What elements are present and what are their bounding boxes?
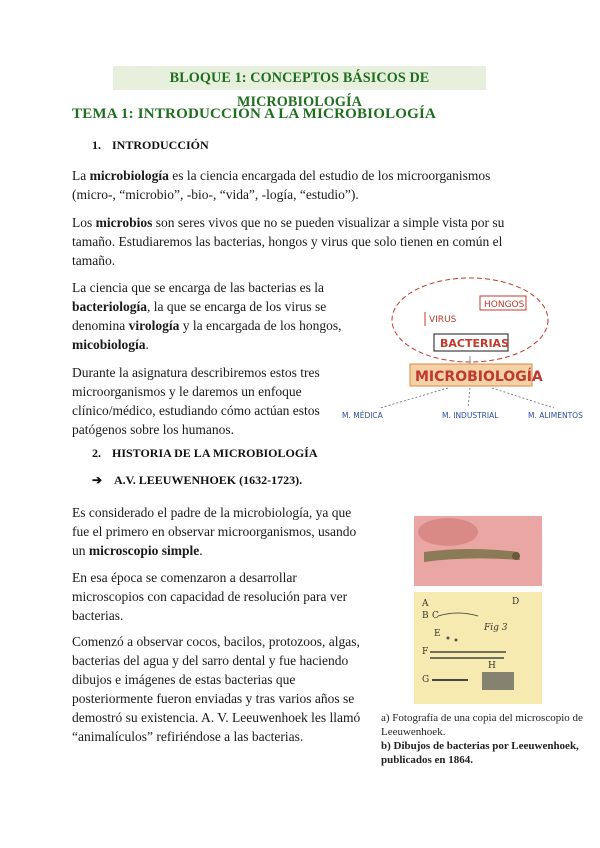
diagram-branch-medica: M. MÉDICA (342, 411, 383, 420)
section-heading-introduccion (92, 138, 209, 153)
label-d: D (512, 597, 520, 607)
figure-caption (381, 711, 591, 767)
text-run: y la encargada de los hongos, (179, 318, 342, 333)
subsection-title: A.V. LEEUWENHOEK (1632-1723). (114, 473, 303, 487)
paragraph-asignatura: Durante la asignatura describiremos estos tres microorganismos y le daremos un enfoque clínico/médico, estudiando cómo actúan estos patógenos sobre los humanos. (72, 365, 320, 437)
topic-title: TEMA 1: INTRODUCCIÓN A LA MICROBIOLOGÍA (72, 106, 437, 122)
bold-term: bacteriología (72, 299, 147, 314)
label-g: G (422, 675, 430, 685)
bold-term: microbios (95, 215, 153, 230)
hand-shape (418, 518, 478, 546)
paragraph-microbiologia (72, 166, 532, 204)
paragraph-ciencias (72, 278, 347, 354)
microscope-lens (512, 552, 520, 560)
label-h: H (488, 661, 496, 671)
text-run: son seres vivos que no se pueden visualizar a simple vista por su tamaño. Estudiaremos las bacterias, hongos y virus que solo tienen en común el tamaño. (72, 215, 505, 268)
label-c: C (432, 611, 439, 621)
label-e: E (434, 629, 441, 639)
drawings-panel (414, 592, 542, 704)
text-run: es la ciencia encargada del estudio de los microorganismos (micro-, “microbio”, -bio-, “vida”, -logía, “estudio”). (72, 168, 491, 202)
bold-term: virología (128, 318, 180, 333)
text-run: Es considerado el padre de la microbiología, ya que fue el primero en observar microorganismos, usando un (72, 505, 357, 558)
bacteria-dot (447, 637, 450, 640)
bacteria-cluster (482, 672, 514, 690)
paragraph-epoca: En esa época se comenzaron a desarrollar microscopios con capacidad de resolución para ver bacterias. (72, 570, 348, 623)
block-title: BLOQUE 1: CONCEPTOS BÁSICOS DE MICROBIOLOGÍA (113, 66, 486, 90)
diagram-branch-alimentos: M. ALIMENTOS (528, 411, 583, 420)
paragraph-observaciones: Comenzó a observar cocos, bacilos, protozoos, algas, bacterias del agua y del sarro dental y fue haciendo dibujos e imágenes de estas bacterias que posteriormente fueron enviadas y tras varios años se demostró su existencia. A. V. Leeuwenhoek les llamó “animalículos” refiriéndose a las bacterias. (72, 634, 361, 744)
bold-term: microscopio simple (88, 543, 200, 558)
microbiology-diagram (340, 272, 590, 432)
diagram-microbiologia: MICROBIOLOGÍA (415, 369, 543, 385)
text-run: . (145, 337, 149, 352)
label-fig: Fig 3 (484, 623, 508, 633)
text-run: La (72, 168, 90, 183)
section-number: 2. (92, 446, 101, 460)
bold-term: micobiología (72, 337, 146, 352)
text-run: Los (72, 215, 96, 230)
diagram-bacterias: BACTERIAS (440, 337, 509, 350)
branch-line (468, 388, 470, 408)
diagram-virus: VIRUS (429, 315, 457, 325)
text-run: , la que se encarga de los virus se denomina (72, 299, 327, 333)
section-number: 1. (92, 138, 101, 152)
paragraph-microbios (72, 213, 532, 270)
text-run: La ciencia que se encarga de las bacterias es la (72, 280, 324, 295)
arrow-icon: ➔ (92, 473, 103, 487)
branch-line (380, 388, 448, 408)
bold-term: microbiología (89, 168, 169, 183)
subsection-heading (92, 473, 302, 488)
section-title: HISTORIA DE LA MICROBIOLOGÍA (112, 446, 318, 460)
section-heading-historia (92, 446, 318, 461)
section-title: INTRODUCCIÓN (112, 138, 209, 152)
diagram-branch-industrial: M. INDUSTRIAL (442, 411, 499, 420)
label-b: B (422, 611, 429, 621)
text-run: . (199, 543, 203, 558)
caption-b: b) Dibujos de bacterias por Leeuwenhoek, publicados en 1864. (381, 740, 579, 766)
paragraph-padre (72, 503, 367, 560)
branch-line (492, 388, 554, 408)
label-a: A (422, 599, 429, 609)
bacteria-dot (455, 639, 458, 642)
leeuwenhoek-figure (408, 512, 548, 708)
label-f: F (422, 647, 429, 657)
diagram-hongos: HONGOS (484, 300, 525, 310)
caption-a: a) Fotografía de una copia del microscopio de Leeuwenhoek. (381, 712, 583, 738)
